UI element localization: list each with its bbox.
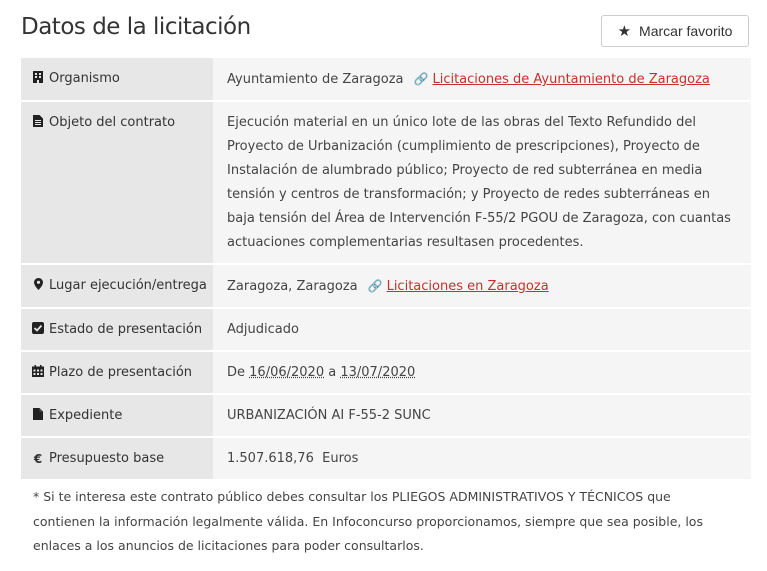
organismo-value: Ayuntamiento de Zaragoza — [227, 72, 404, 87]
label-cell — [21, 352, 213, 395]
plazo-separator: a — [328, 365, 337, 380]
objeto-value: Ejecución material en un único lote de las obras del Texto Refundido del Proyecto de Urbanización (cumplimiento de prescripciones), Proyecto de Instalación de alumbrado público; Proyecto de red subterránea en media tensión y centros de transformación; y Proyecto de redes subterráneas en baja tensión del Área de Intervención F-55/2 PGOU de Zaragoza, con cuantas actuaciones complementarias resultasen procedentes. — [227, 115, 731, 250]
plazo-prefix: De — [227, 365, 246, 380]
page-title: Datos de la licitación — [21, 14, 251, 40]
value-cell — [213, 438, 751, 481]
presupuesto-currency: Euros — [322, 451, 359, 466]
value-cell — [213, 58, 751, 102]
organismo-link[interactable]: Licitaciones de Ayuntamiento de Zaragoza — [432, 72, 710, 87]
lugar-value: Zaragoza, Zaragoza — [227, 279, 358, 294]
check-square-icon — [31, 318, 45, 342]
presupuesto-amount: 1.507.618,76 — [227, 451, 314, 466]
estado-label: Estado de presentación — [49, 322, 203, 337]
row-presupuesto — [21, 438, 751, 481]
lugar-link[interactable]: Licitaciones en Zaragoza — [386, 279, 549, 294]
favorite-button[interactable] — [601, 15, 749, 47]
label-cell — [21, 58, 213, 102]
calendar-icon — [31, 361, 45, 385]
plazo-label: Plazo de presentación — [49, 365, 193, 380]
document-icon — [31, 111, 45, 135]
file-icon — [31, 404, 45, 428]
presupuesto-label: Presupuesto base — [49, 451, 165, 466]
label-cell — [21, 265, 213, 309]
value-cell — [213, 309, 751, 352]
link-icon: 🔗 — [367, 279, 383, 293]
value-cell — [213, 102, 751, 265]
lugar-label: Lugar ejecución/entrega — [49, 278, 207, 293]
building-icon — [31, 67, 45, 91]
row-plazo — [21, 352, 751, 395]
value-cell — [213, 352, 751, 395]
details-table — [21, 58, 751, 481]
star-icon: ★ — [617, 22, 632, 40]
value-cell — [213, 265, 751, 309]
plazo-from-date: 16/06/2020 — [249, 365, 325, 380]
map-marker-icon — [31, 274, 45, 298]
label-cell — [21, 309, 213, 352]
plazo-to-date: 13/07/2020 — [340, 365, 416, 380]
label-cell — [21, 102, 213, 265]
expediente-value: URBANIZACIÓN AI F-55-2 SUNC — [227, 408, 431, 423]
row-organismo — [21, 58, 751, 102]
objeto-label: Objeto del contrato — [49, 115, 176, 130]
euro-icon: € — [33, 452, 43, 466]
row-expediente — [21, 395, 751, 438]
estado-value: Adjudicado — [227, 322, 299, 337]
label-cell — [21, 395, 213, 438]
organismo-label: Organismo — [49, 71, 120, 86]
row-estado — [21, 309, 751, 352]
row-objeto — [21, 102, 751, 265]
link-icon: 🔗 — [413, 72, 429, 86]
label-cell — [21, 438, 213, 481]
expediente-label: Expediente — [49, 408, 123, 423]
disclaimer-note: * Si te interesa este contrato público debes consultar los PLIEGOS ADMINISTRATIVOS Y TÉCNICOS que contienen la información legalmente válida. En Infoconcurso proporcionamos, siempre que sea posible, los enlaces a los anuncios de licitaciones para poder consultarlos. — [33, 489, 703, 553]
favorite-button-label: Marcar favorito — [639, 23, 733, 39]
row-lugar — [21, 265, 751, 309]
value-cell — [213, 395, 751, 438]
